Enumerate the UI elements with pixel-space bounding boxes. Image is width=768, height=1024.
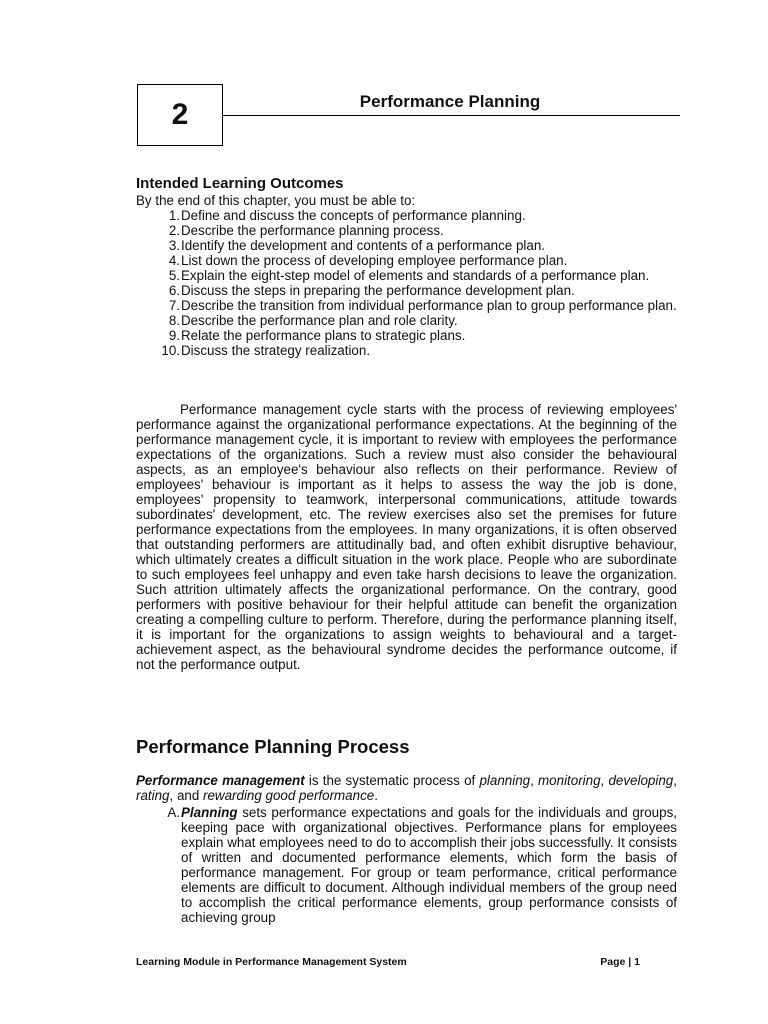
list-item: [136, 253, 677, 268]
footer-page-number: Page | 1: [600, 956, 640, 968]
list-item-letter: A.: [167, 805, 180, 820]
list-item: [136, 208, 677, 223]
definition-emphasis: rating: [136, 788, 170, 803]
definition-emphasis: monitoring: [538, 773, 601, 788]
list-item-text: Explain the eight-step model of elements and standards of a performance plan.: [181, 268, 650, 283]
list-item: [136, 328, 677, 343]
list-item: [136, 343, 677, 358]
list-item-text: List down the process of developing employee performance plan.: [181, 253, 568, 268]
outcomes-list: [136, 208, 677, 358]
page-footer: [136, 956, 640, 968]
footer-module-title: Learning Module in Performance Management System: [136, 956, 407, 968]
list-item-number: 9.: [168, 328, 180, 343]
list-item-text: Describe the performance planning process.: [181, 223, 444, 238]
definition-text: .: [374, 788, 378, 803]
definition-emphasis: planning: [479, 773, 531, 788]
list-item-number: 6.: [168, 283, 180, 298]
list-item-term: Planning: [181, 805, 238, 820]
list-item: [136, 298, 677, 313]
chapter-number: 2: [171, 98, 189, 131]
list-item-text: Relate the performance plans to strategic plans.: [181, 328, 466, 343]
list-item-number: 5.: [168, 268, 180, 283]
definition-text: ,: [673, 773, 677, 788]
list-item-text: Describe the performance plan and role clarity.: [181, 313, 458, 328]
definition-paragraph: [136, 773, 677, 803]
outcomes-heading: Intended Learning Outcomes: [136, 175, 344, 192]
list-item-text: Define and discuss the concepts of performance planning.: [181, 208, 526, 223]
definition-term: Performance management: [136, 773, 305, 788]
definition-emphasis: developing: [608, 773, 674, 788]
list-item-number: 3.: [168, 238, 180, 253]
list-item-text: [181, 805, 677, 925]
list-item-number: 4.: [168, 253, 180, 268]
body-paragraph: [136, 402, 677, 672]
list-item-body: sets performance expectations and goals for the individuals and groups, keeping pace with organizational objectives. Performance plans for employees explain what employees need to do to accomplish their jobs successfully. It consists of written and documented performance elements, which form the basis of performance management. For group or team performance, critical performance elements are difficult to document. Although individual members of the group need to accomplish the critical performance elements, group performance consists of achieving group: [181, 805, 677, 925]
list-item-text: Discuss the strategy realization.: [181, 343, 371, 358]
list-item-number: 8.: [168, 313, 180, 328]
list-item-number: 2.: [168, 223, 180, 238]
outcomes-intro: By the end of this chapter, you must be able to:: [136, 193, 416, 208]
list-item-text: Discuss the steps in preparing the performance development plan.: [181, 283, 575, 298]
chapter-number-box: [137, 84, 223, 146]
body-paragraph-text: Performance management cycle starts with the process of reviewing employees' performance against the organizational performance expectations. At the beginning of the performance management cycle, it is important to review with employees the performance expectations of the organizations. Such a review must also consider the behavioural aspects, as an employee's behaviour also reflects on their performance. Review of employees' behaviour is important as it helps to assess the way the job is done, employees' propensity to teamwork, interpersonal communications, attitude towards subordinates' development, etc. The review exercises also set the premises for future performance expectations from the employees. In many organizations, it is often observed that outstanding performers are attitudinally bad, and often exhibit disruptive behaviour, which ultimately creates a difficult situation in the work place. People who are subordinate to such employees feel unhappy and even take harsh decisions to leave the organization. Such attrition ultimately affects the organizational performance. On the contrary, good performers with positive behaviour for their helpful attitude can benefit the organization creating a compelling culture to perform. Therefore, during the performance planning itself, it is important for the organizations to assign weights to behavioural and a target-achievement aspect, as the behavioural syndrome decides the performance outcome, if not the performance output.: [136, 402, 677, 672]
definition-text: , and: [169, 788, 204, 803]
definition-text: ,: [600, 773, 609, 788]
list-item: [136, 313, 677, 328]
chapter-title: Performance Planning: [359, 92, 541, 111]
list-item-number: 7.: [168, 298, 180, 313]
list-item: [136, 223, 677, 238]
list-item-number: 1.: [168, 208, 180, 223]
list-item-number: 10.: [161, 343, 180, 358]
list-item-text: Identify the development and contents of a performance plan.: [181, 238, 546, 253]
list-item: [136, 238, 677, 253]
list-item: [136, 268, 677, 283]
chapter-title-rule: [222, 115, 680, 116]
definition-text: ,: [530, 773, 539, 788]
definition-text: is the systematic process of: [304, 773, 480, 788]
list-item: [136, 283, 677, 298]
list-item-text: Describe the transition from individual performance plan to group performance plan.: [181, 298, 677, 313]
section-heading: Performance Planning Process: [136, 736, 410, 757]
list-item-a: [136, 805, 677, 925]
definition-emphasis: rewarding good performance: [203, 788, 375, 803]
